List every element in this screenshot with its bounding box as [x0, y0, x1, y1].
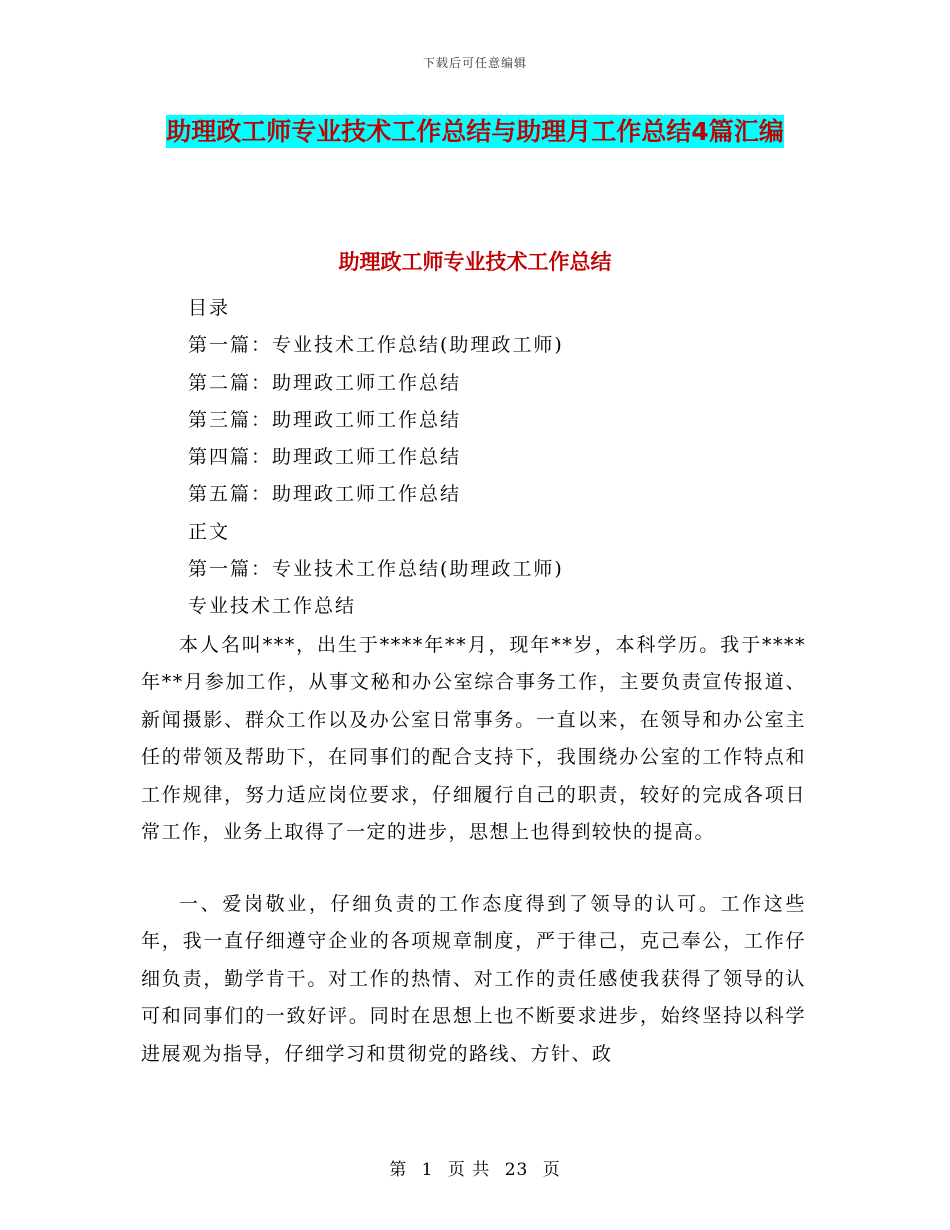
- footer-suffix: 页: [542, 1160, 561, 1180]
- page-total: 23: [504, 1160, 529, 1180]
- toc-line: 第一篇：专业技术工作总结(助理政工师): [188, 558, 564, 581]
- footer-prefix: 第: [389, 1160, 408, 1180]
- toc-line: 目录: [188, 297, 231, 319]
- toc-line: 第一篇：专业技术工作总结(助理政工师): [188, 334, 564, 357]
- toc-line: 第五篇：助理政工师工作总结: [188, 483, 462, 506]
- document-title-text: 助理政工师专业技术工作总结与助理月工作总结4篇汇编: [166, 117, 784, 146]
- page-number: 1: [421, 1160, 434, 1180]
- toc-line: 正文: [188, 520, 231, 543]
- toc-line: 第三篇：助理政工师工作总结: [188, 408, 462, 431]
- header-note: 下载后可任意编辑: [422, 56, 527, 70]
- body-paragraph: 本人名叫***，出生于****年**月，现年**岁，本科学历。我于****年**月参加工作，从事文秘和办公室综合事务工作，主要负责宣传报道、新闻摄影、群众工作以及办公室日常事务。一直以来，在领导和办公室主任的带领及帮助下，在同事们的配合支持下，我围绕办公室的工作特点和工作规律，努力适应岗位要求，仔细履行自己的职责，较好的完成各项日常工作，业务上取得了一定的进步，思想上也得到较快的提高。: [141, 634, 806, 844]
- toc-line: 专业技术工作总结: [188, 595, 357, 618]
- toc-line: 第二篇：助理政工师工作总结: [188, 371, 462, 394]
- page-footer: [0, 1155, 950, 1180]
- footer-mid: 页 共: [447, 1160, 491, 1180]
- table-of-contents: [188, 290, 828, 626]
- toc-line: 第四篇：助理政工师工作总结: [188, 446, 462, 469]
- body-paragraph: 一、爱岗敬业，仔细负责的工作态度得到了领导的认可。工作这些年，我一直仔细遵守企业的各项规章制度，严于律己，克己奉公，工作仔细负责，勤学肯干。对工作的热情、对工作的责任感使我获得了领导的认可和同事们的一致好评。同时在思想上也不断要求进步，始终坚持以科学进展观为指导，仔细学习和贯彻党的路线、方针、政: [141, 893, 806, 1065]
- document-title: [120, 110, 830, 154]
- section-title: 助理政工师专业技术工作总结: [338, 250, 612, 274]
